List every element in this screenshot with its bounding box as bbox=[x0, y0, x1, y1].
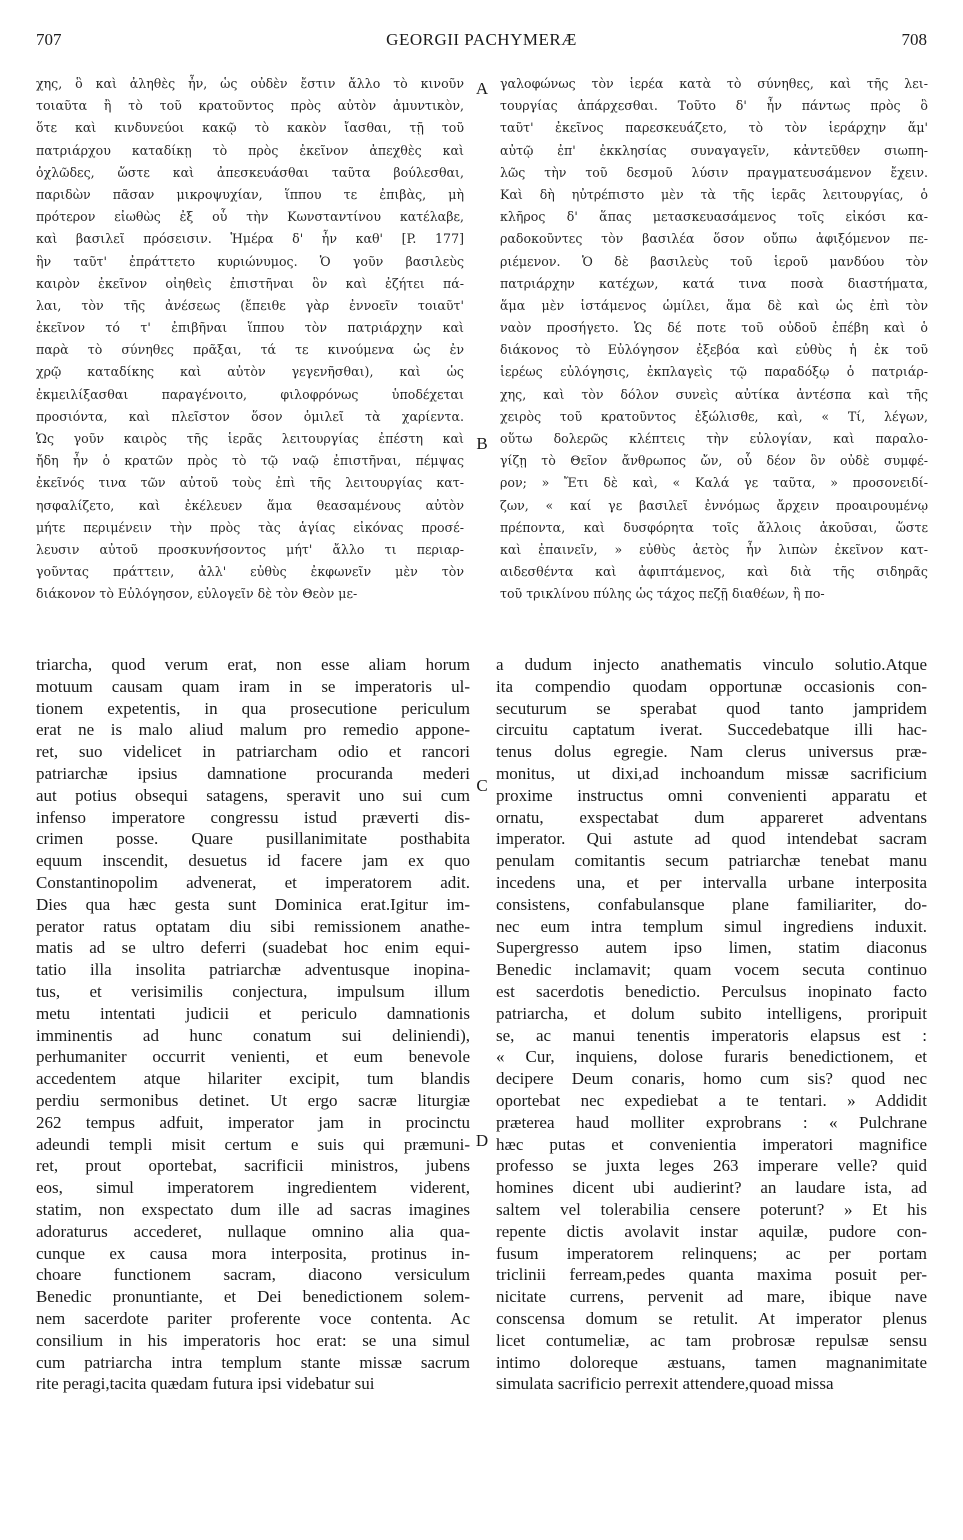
margin-letter-a: A bbox=[475, 79, 489, 98]
text-line: conscensa domum se retulit. At imperator plenus bbox=[496, 1308, 927, 1328]
text-line: penulam comitantis secum patriarchæ tenebat manu bbox=[496, 851, 927, 871]
text-line: ἐκμειλίξασθαι παραγένοιτο, φιλοφρόνως ὑποδέχεται bbox=[36, 386, 464, 402]
text-line: ναὸν προσήγετο. Ὡς δέ ποτε τοῦ οὐδοῦ ἐπέβη καὶ ὁ bbox=[500, 320, 928, 336]
text-line: perdiu sermonibus detinet. Ut ergo sacræ liturgiæ bbox=[36, 1090, 470, 1110]
text-line: χης, ὃ καὶ ἀληθὲς ἦν, ὡς οὐδὲν ἔστιν ἄλλο τὸ κινοῦν bbox=[36, 76, 464, 91]
text-line: proxime instructus omni convenienti apparatu et bbox=[496, 785, 927, 805]
text-line: ταῦτ' ἐκεῖνος παρεσκευάζετο, τὸ τὸν ἱεράρχην ἅμ' bbox=[500, 120, 928, 136]
text-line: κλῆρος δ' ἅπας μετασκευασάμενος τοῖς εἰκόσι κα- bbox=[500, 209, 928, 225]
text-line: motuum causam quam iram in se imperatoris ul- bbox=[36, 676, 470, 696]
text-line: προσιόντα, καὶ πλεῖστον ὅσον ὁμιλεῖ τὰ χαρίεντα. bbox=[36, 408, 464, 424]
text-line: γοῦντας πράττειν, ἀλλ' εὐθὺς ἐκφωνεῖν μὲν τὸν bbox=[36, 564, 464, 580]
text-line: ραδοκοῦντες τὸν βασιλέα ὅσον οὔπω ἀφιξόμενον πε- bbox=[500, 231, 928, 247]
text-line: αιδεσθέντα καὶ ἀφιπτάμενος, καὶ διὰ τῆς σιδηρᾶς bbox=[500, 564, 928, 580]
text-line: διάκονος τὸ Εὐλόγησον ἐξεβόα καὶ εὐθὺς ἡ ἐκ τοῦ bbox=[500, 342, 928, 358]
text-line: choare functionem sacram, diacono versiculum bbox=[36, 1265, 470, 1285]
text-line: adeundi templi misit certum e suis qui præmuni- bbox=[36, 1134, 470, 1154]
text-line: ζων, « καί γε βασιλεῖ ἐννόμως ἄρχειν προαιρουμένῳ bbox=[500, 497, 928, 513]
text-line: professo se juxta leges 263 imperare velle? quid bbox=[496, 1156, 927, 1176]
text-line: metu intentati judicii et periculo damnationis bbox=[36, 1003, 470, 1023]
text-line: Constantinopolim advenerat, et imperatorem adit. bbox=[36, 872, 470, 892]
text-line: ὀχλῶδες, ὥστε καὶ ἀπεσκευάσθαι ταῦτα βούλεσθαι, bbox=[36, 164, 464, 180]
margin-letter-d: D bbox=[475, 1131, 489, 1150]
text-line: imminentis ad hunc conatum sui deliniendi), bbox=[36, 1025, 470, 1045]
text-line: cum patriarcha intra templum stante missæ sacrum bbox=[36, 1352, 470, 1372]
text-line: ret, prout oportebat, sacrificii ministros, jubens bbox=[36, 1156, 470, 1176]
greek-column-right bbox=[500, 73, 928, 606]
text-line: oportebat nec expediebat a te tentari. » Addidit bbox=[496, 1090, 927, 1110]
text-line: ἣν ταῦτ' ἐπράττετο κυριώνυμος. Ὁ γοῦν βασιλεὺς bbox=[36, 253, 464, 269]
text-line: perator ratus optatam diu sibi remissionem anathe- bbox=[36, 916, 470, 936]
text-line: λαι, τὸν τῆς ἀνέσεως (ἔπειθε γὰρ ἐννοεῖν τοιαῦτ' bbox=[36, 297, 464, 313]
text-line: rite peragi,tacita quædam futura ipsi videbatur sui bbox=[36, 1374, 375, 1394]
text-line: consilium in his imperatoris hoc erat: se una simul bbox=[36, 1330, 470, 1350]
text-line: patriarchæ ipsius damnatione procuranda mederi bbox=[36, 763, 470, 783]
text-line: saltem vel tolerabilia censere poterunt? » Et his bbox=[496, 1199, 927, 1219]
text-line: χης, καὶ τὸν δόλον συνεὶς αὐτίκα ἀντέσπα καὶ τῆς bbox=[500, 386, 928, 402]
text-line: tus, et verisimilis conjectura, impulsum illum bbox=[36, 981, 470, 1001]
text-line: cunque ex causa mora interposita, protinus in- bbox=[36, 1243, 470, 1263]
text-line: nem sacerdote pariter proferente voce contenta. Ac bbox=[36, 1308, 470, 1328]
page-number-right: 708 bbox=[901, 30, 927, 49]
text-line: οὕτω δολερῶς κλέπτεις τὴν εὐλογίαν, καὶ παραλο- bbox=[500, 431, 928, 446]
text-line: equum inscendit, desuetus id facere jam ex quo bbox=[36, 851, 470, 871]
text-line: tatio illa insolita patriarchæ adventusque inopina- bbox=[36, 960, 470, 980]
text-line: πατριάρχην κατέχων, κατά τινα ποσὰ διαστήματα, bbox=[500, 275, 928, 291]
text-line: ριέμενον. Ὁ δὲ βασιλεὺς τοῦ ἱεροῦ μανδύου τὸν bbox=[500, 253, 928, 269]
text-line: homines dicent ubi audierint? an laudare ista, ad bbox=[496, 1178, 927, 1198]
text-line: πατριάρχου καταδίκῃ τὸ πρὸς ἐκεῖνον ἀπεχθὲς καὶ bbox=[36, 142, 464, 158]
text-line: triclinii ferream,pedes quanta maxima posuit per- bbox=[496, 1265, 927, 1285]
text-line: patriarcha, et dolum subito intelligens, proripuit bbox=[496, 1003, 927, 1023]
text-line: adoraturus accederet, nullaque omnino alia qua- bbox=[36, 1221, 470, 1241]
text-line: ret, suo videlicet in patriarcham odio et rancori bbox=[36, 742, 470, 762]
text-line: αὐτῷ ἐπ' ἐκκλησίας συναγαγεῖν, κἀντεῦθεν σιωπη- bbox=[500, 142, 928, 158]
text-line: Benedic pronuntiante, et Dei benedictionem solem- bbox=[36, 1287, 470, 1307]
text-line: perhumaniter occurrit venienti, et eum benevole bbox=[36, 1047, 470, 1067]
text-line: ἤδη ἦν ὁ κρατῶν πρὸς τὸ τῷ ναῷ ἐπιστῆναι, πέμψας bbox=[36, 453, 464, 469]
text-line: simulata sacrificio perrexit attendere,quoad missa bbox=[496, 1374, 834, 1394]
text-line: monitus, ut dixi,ad inchoandum missæ sacrificium bbox=[496, 763, 927, 783]
text-line: se, ac manui tenentis imperatoris elapsus est : bbox=[496, 1025, 927, 1045]
text-line: nec eum intra templum simul ingrediens induxit. bbox=[496, 916, 927, 936]
margin-letter-c: C bbox=[476, 776, 488, 795]
text-line: διάκονον τὸ Εὐλόγησον, εὐλογεῖν δὲ τὸν Θεὸν με- bbox=[36, 586, 358, 602]
text-line: præterea haud molliter exprobrans : « Pulchrane bbox=[496, 1112, 927, 1132]
text-line: γίζῃ τὸ Θεῖον ἄνθρωπος ὤν, οὗ δέον ὃν οὐδὲ συμφέ- bbox=[500, 453, 928, 469]
text-line: repente dictis avolavit instar aquilæ, pudore con- bbox=[496, 1221, 927, 1241]
text-line: aut potius obsequi satagens, speravit uno sui cum bbox=[36, 785, 470, 805]
text-line: πρότερον εἰωθὼς ἐξ οὗ τὴν Κωνσταντίνου κατέλαβε, bbox=[36, 209, 464, 225]
text-line: incedens una, et per intervalla urbane interposita bbox=[496, 872, 927, 892]
greek-column-left bbox=[36, 73, 464, 606]
text-line: ἱερέως εὐλόγησις, ἐκπλαγεὶς τῷ παραδόξῳ ὁ πατριάρ- bbox=[500, 364, 928, 380]
text-line: καιρὸν ἐκεῖνον οἰηθεὶς ἐπιστῆναι ὃν καὶ ἐζήτει πά- bbox=[36, 275, 464, 291]
text-line: παρὰ τὸ σύνηθες πρᾶξαι, τά τε κινούμενα ὡς ἐν bbox=[36, 342, 464, 358]
text-line: consistens, confabulansque plane familiariter, do- bbox=[496, 894, 927, 914]
text-line: circuitu captatum iverat. Succedebatque illi hac- bbox=[496, 720, 927, 740]
text-line: 262 tempus adfuit, imperator jam in procinctu bbox=[36, 1112, 470, 1132]
latin-column-right bbox=[496, 654, 927, 1395]
text-line: Supergresso autem ipso limen, statim diaconus bbox=[496, 938, 927, 958]
text-line: χειρὸς τοῦ κρατοῦντος ἐξώλισθε, καὶ, « Τί, λέγων, bbox=[500, 408, 928, 424]
text-line: τοῦ τρικλίνου πύλης ὡς τάχος πεζῇ διαθέων, ἢ πο- bbox=[500, 586, 825, 602]
running-title: GEORGII PACHYMERÆ bbox=[386, 30, 577, 49]
text-line: μήτε περιμένειν τὴν πρὸς τὰς ἁγίας εἰκόνας προσέ- bbox=[36, 519, 464, 535]
text-line: λῶς τὴν τοῦ δεσμοῦ λύσιν πραγματευσάμενον ἔχειν. bbox=[500, 164, 928, 180]
text-line: ἐκεῖνον τό τ' ἐπιβῆναι ἵππου τὸν πατριάρχην καὶ bbox=[36, 320, 464, 336]
text-line: decipere Deum conaris, homo cum sis? quod nec bbox=[496, 1069, 927, 1089]
text-line: hæc putas et convenientia imperatori magnifice bbox=[496, 1134, 927, 1154]
text-line: fusum imperatorem relinquens; ac per portam bbox=[496, 1243, 927, 1263]
text-line: τοιαῦτα ἢ τὸ τοῦ κρατοῦντος πρὸς αὐτὸν ἀμυντικὸν, bbox=[36, 98, 464, 114]
text-line: secuturum se sperabat quod tanto jampridem bbox=[496, 698, 927, 718]
latin-column-left bbox=[36, 654, 470, 1395]
text-line: a dudum injecto anathematis vinculo solutio.Atque bbox=[496, 655, 927, 674]
text-line: ornatu, exspectabat dum appareret adventans bbox=[496, 807, 927, 827]
text-line: πρέποντα, καὶ δυσφόρητα τοῖς ἄλλοις ἀκοῦσαι, ὥστε bbox=[500, 519, 928, 535]
text-line: Benedic inclamavit; quam vocem secuta continuo bbox=[496, 960, 927, 980]
page-number-left: 707 bbox=[36, 30, 62, 49]
text-line: erat ne is malo aliud malum pro remedio appone- bbox=[36, 720, 470, 740]
text-line: Dies qua hæc gesta sunt Dominica erat.Igitur im- bbox=[36, 894, 470, 914]
text-line: τουργίας ἀπάρχεσθαι. Τοῦτο δ' ἦν πάντως πρὸς ὃ bbox=[500, 98, 928, 114]
text-line: licet contumeliæ, ac tam probrosæ repulsæ sensu bbox=[496, 1330, 927, 1350]
text-line: nicitate currens, pervenit ad mare, ibique nave bbox=[496, 1287, 927, 1307]
text-line: « Cur, inquiens, dolose furaris benedictionem, et bbox=[496, 1047, 927, 1067]
text-line: παριδὼν πᾶσαν μικροψυχίαν, ἵππου τε ἐπιβὰς, μὴ bbox=[36, 186, 464, 202]
text-line: imperator. Qui astute ad quod intendebat sacram bbox=[496, 829, 927, 849]
text-line: eos, simul imperatorem ingredientem viderent, bbox=[36, 1178, 470, 1198]
text-line: καὶ βασιλεῖ πρόσεισιν. Ἡμέρα δ' ἦν καθ' [P. 177] bbox=[36, 231, 464, 247]
text-line: ρον; » Ἔτι δὲ καὶ, « Καλά γε ταῦτα, » προσονειδί- bbox=[500, 475, 928, 491]
text-line: Ὡς γοῦν καιρὸς τῆς ἱερᾶς λειτουργίας ἐπέστη καὶ bbox=[36, 431, 464, 446]
text-line: statim, non exspectato dum ille ad sacras imagines bbox=[36, 1199, 470, 1219]
text-line: ὅτε καὶ κινδυνεύοι κακῷ τὸ κακὸν ἴασθαι, τῇ τοῦ bbox=[36, 120, 464, 136]
text-line: χρῷ καταδίκης καὶ αὐτὸν γεγενῆσθαι), καὶ ὡς bbox=[36, 364, 464, 380]
text-line: Καὶ δὴ ηὐτρέπιστο μὲν τὰ τῆς ἱερᾶς λειτουργίας, ὁ bbox=[500, 186, 928, 202]
text-line: tenus dolus egregie. Nam clerus universus præ- bbox=[496, 742, 927, 762]
text-line: λευσιν αὐτοῦ προσκυνήσοντος μήτ' ἄλλο τι περιαρ- bbox=[36, 541, 464, 557]
text-line: triarcha, quod verum erat, non esse aliam horum bbox=[36, 655, 470, 674]
text-line: ησφαλίζετο, καὶ ἐκέλευεν ἅμα θεασαμένους αὐτὸν bbox=[36, 497, 464, 513]
text-line: infenso imperatore congressu istud præverti dis- bbox=[36, 807, 470, 827]
text-line: accedentem atque hilariter excipit, tum blandis bbox=[36, 1069, 470, 1089]
text-line: crimen posse. Quare pusillanimitate posthabita bbox=[36, 829, 470, 849]
margin-letter-b: B bbox=[476, 434, 488, 453]
text-line: ἅμα μὲν ἱστάμενος ὡμίλει, ἅμα δὲ καὶ ὡς ἐπὶ τὸν bbox=[500, 297, 928, 313]
running-header bbox=[36, 30, 927, 52]
text-line: ita compendio quodam opportunæ occasionis con- bbox=[496, 676, 927, 696]
text-line: intimo doloreque æstuans, tamen magnanimitate bbox=[496, 1352, 927, 1372]
text-line: γαλοφώνως τὸν ἱερέα κατὰ τὸ σύνηθες, καὶ τῆς λει- bbox=[500, 76, 928, 91]
text-line: ἐκεῖνός τινα τῶν αὐτοῦ τοὺς ἐπὶ τῆς λειτουργίας κατ- bbox=[36, 475, 464, 491]
text-line: καὶ ἐπαινεῖν, » εὐθὺς ἀετὸς ἦν λιπὼν ἐκεῖνον κατ- bbox=[500, 541, 928, 557]
text-line: matis ad se ultro deferri (suadebat hoc enim equi- bbox=[36, 938, 470, 958]
text-line: est sacerdotis benedictio. Perculsus inopinato facto bbox=[496, 981, 927, 1001]
text-line: tionem expetentis, in qua prosecutione periculum bbox=[36, 698, 470, 718]
